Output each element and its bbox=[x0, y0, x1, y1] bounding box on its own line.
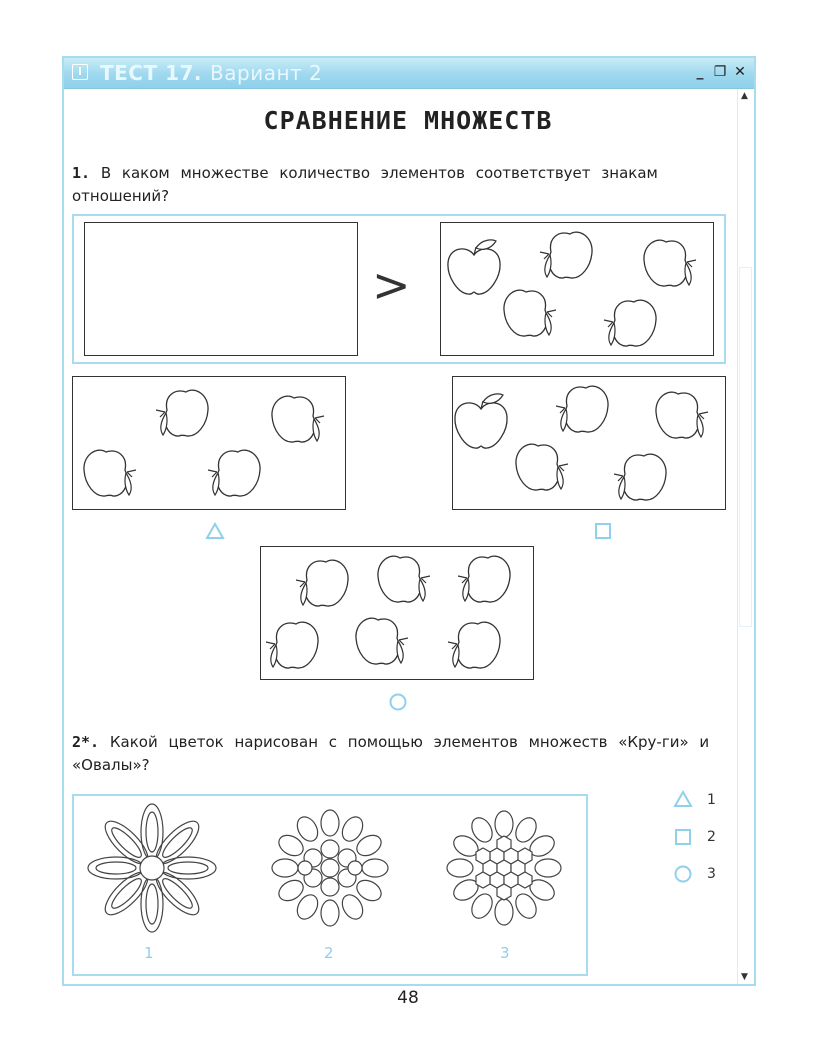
test-variant: Вариант 2 bbox=[210, 61, 323, 85]
apple-icon bbox=[458, 556, 510, 602]
relation-sign: > bbox=[372, 258, 411, 312]
close-icon[interactable]: ✕ bbox=[734, 64, 746, 80]
question-1 bbox=[72, 162, 728, 208]
apple-icon bbox=[448, 240, 500, 294]
option-set-triangle[interactable] bbox=[72, 376, 346, 510]
reference-apples bbox=[441, 223, 715, 357]
apple-icon bbox=[84, 450, 136, 496]
apple-icon bbox=[378, 556, 430, 602]
scroll-up-icon[interactable]: ▲ bbox=[741, 91, 748, 101]
question-2 bbox=[72, 731, 728, 777]
flower-2-label: 2 bbox=[324, 944, 334, 962]
test-number: ТЕСТ 17. bbox=[100, 61, 203, 85]
apple-icon bbox=[356, 618, 408, 664]
window-title bbox=[100, 61, 322, 85]
question-1-number: 1. bbox=[72, 164, 91, 182]
apple-icon bbox=[272, 396, 324, 442]
vertical-scrollbar[interactable] bbox=[737, 89, 754, 984]
square-marker-icon[interactable] bbox=[594, 522, 612, 540]
scroll-thumb[interactable] bbox=[739, 267, 752, 627]
apple-icon bbox=[266, 622, 318, 668]
page-title: СРАВНЕНИЕ МНОЖЕСТВ bbox=[263, 106, 553, 135]
scroll-down-icon[interactable]: ▼ bbox=[741, 972, 748, 982]
answer-square-icon[interactable] bbox=[674, 828, 692, 846]
flower-1-label: 1 bbox=[144, 944, 154, 962]
apple-icon bbox=[455, 394, 507, 448]
flower-3-label: 3 bbox=[500, 944, 510, 962]
apple-icon bbox=[614, 454, 666, 500]
apple-icon bbox=[516, 444, 568, 490]
triangle-set-apples bbox=[73, 377, 347, 511]
restore-icon[interactable]: ❐ bbox=[713, 64, 727, 80]
apple-icon bbox=[556, 386, 608, 432]
info-icon: i bbox=[72, 64, 88, 80]
square-set-apples bbox=[453, 377, 727, 511]
empty-set-box[interactable] bbox=[84, 222, 358, 356]
triangle-marker-icon[interactable] bbox=[205, 522, 225, 540]
minimize-icon[interactable]: _ bbox=[696, 64, 704, 80]
apple-icon bbox=[540, 232, 592, 278]
apple-icon bbox=[156, 390, 208, 436]
option-set-circle[interactable] bbox=[260, 546, 534, 680]
answer-triangle-icon[interactable] bbox=[673, 790, 693, 808]
apple-icon bbox=[296, 560, 348, 606]
option-set-square[interactable] bbox=[452, 376, 726, 510]
flower-1-icon[interactable] bbox=[78, 804, 238, 944]
answer-circle-icon[interactable] bbox=[673, 864, 693, 884]
answer-3-value: 3 bbox=[707, 866, 716, 882]
apple-icon bbox=[504, 290, 556, 336]
question-1-text: В каком множестве количество элементов соответствует знакам отношений? bbox=[72, 164, 658, 205]
flower-2-icon[interactable] bbox=[254, 804, 414, 944]
circle-marker-icon[interactable] bbox=[388, 692, 408, 712]
window-titlebar[interactable] bbox=[64, 58, 754, 89]
flowers-frame bbox=[72, 794, 588, 976]
flower-3-icon[interactable] bbox=[430, 804, 590, 944]
circle-set-apples bbox=[261, 547, 535, 681]
apple-icon bbox=[604, 300, 656, 346]
apple-icon bbox=[656, 392, 708, 438]
reference-set-box bbox=[440, 222, 714, 356]
apple-icon bbox=[448, 622, 500, 668]
page-number: 48 bbox=[397, 988, 419, 1008]
question-2-text: Какой цветок нарисован с помощью элементов множеств «Кру-ги» и «Овалы»? bbox=[72, 733, 710, 774]
window-controls bbox=[692, 64, 748, 80]
apple-icon bbox=[208, 450, 260, 496]
answer-1-value: 1 bbox=[707, 792, 716, 808]
apple-icon bbox=[644, 240, 696, 286]
question-2-number: 2*. bbox=[72, 733, 100, 751]
answer-2-value: 2 bbox=[707, 829, 716, 845]
